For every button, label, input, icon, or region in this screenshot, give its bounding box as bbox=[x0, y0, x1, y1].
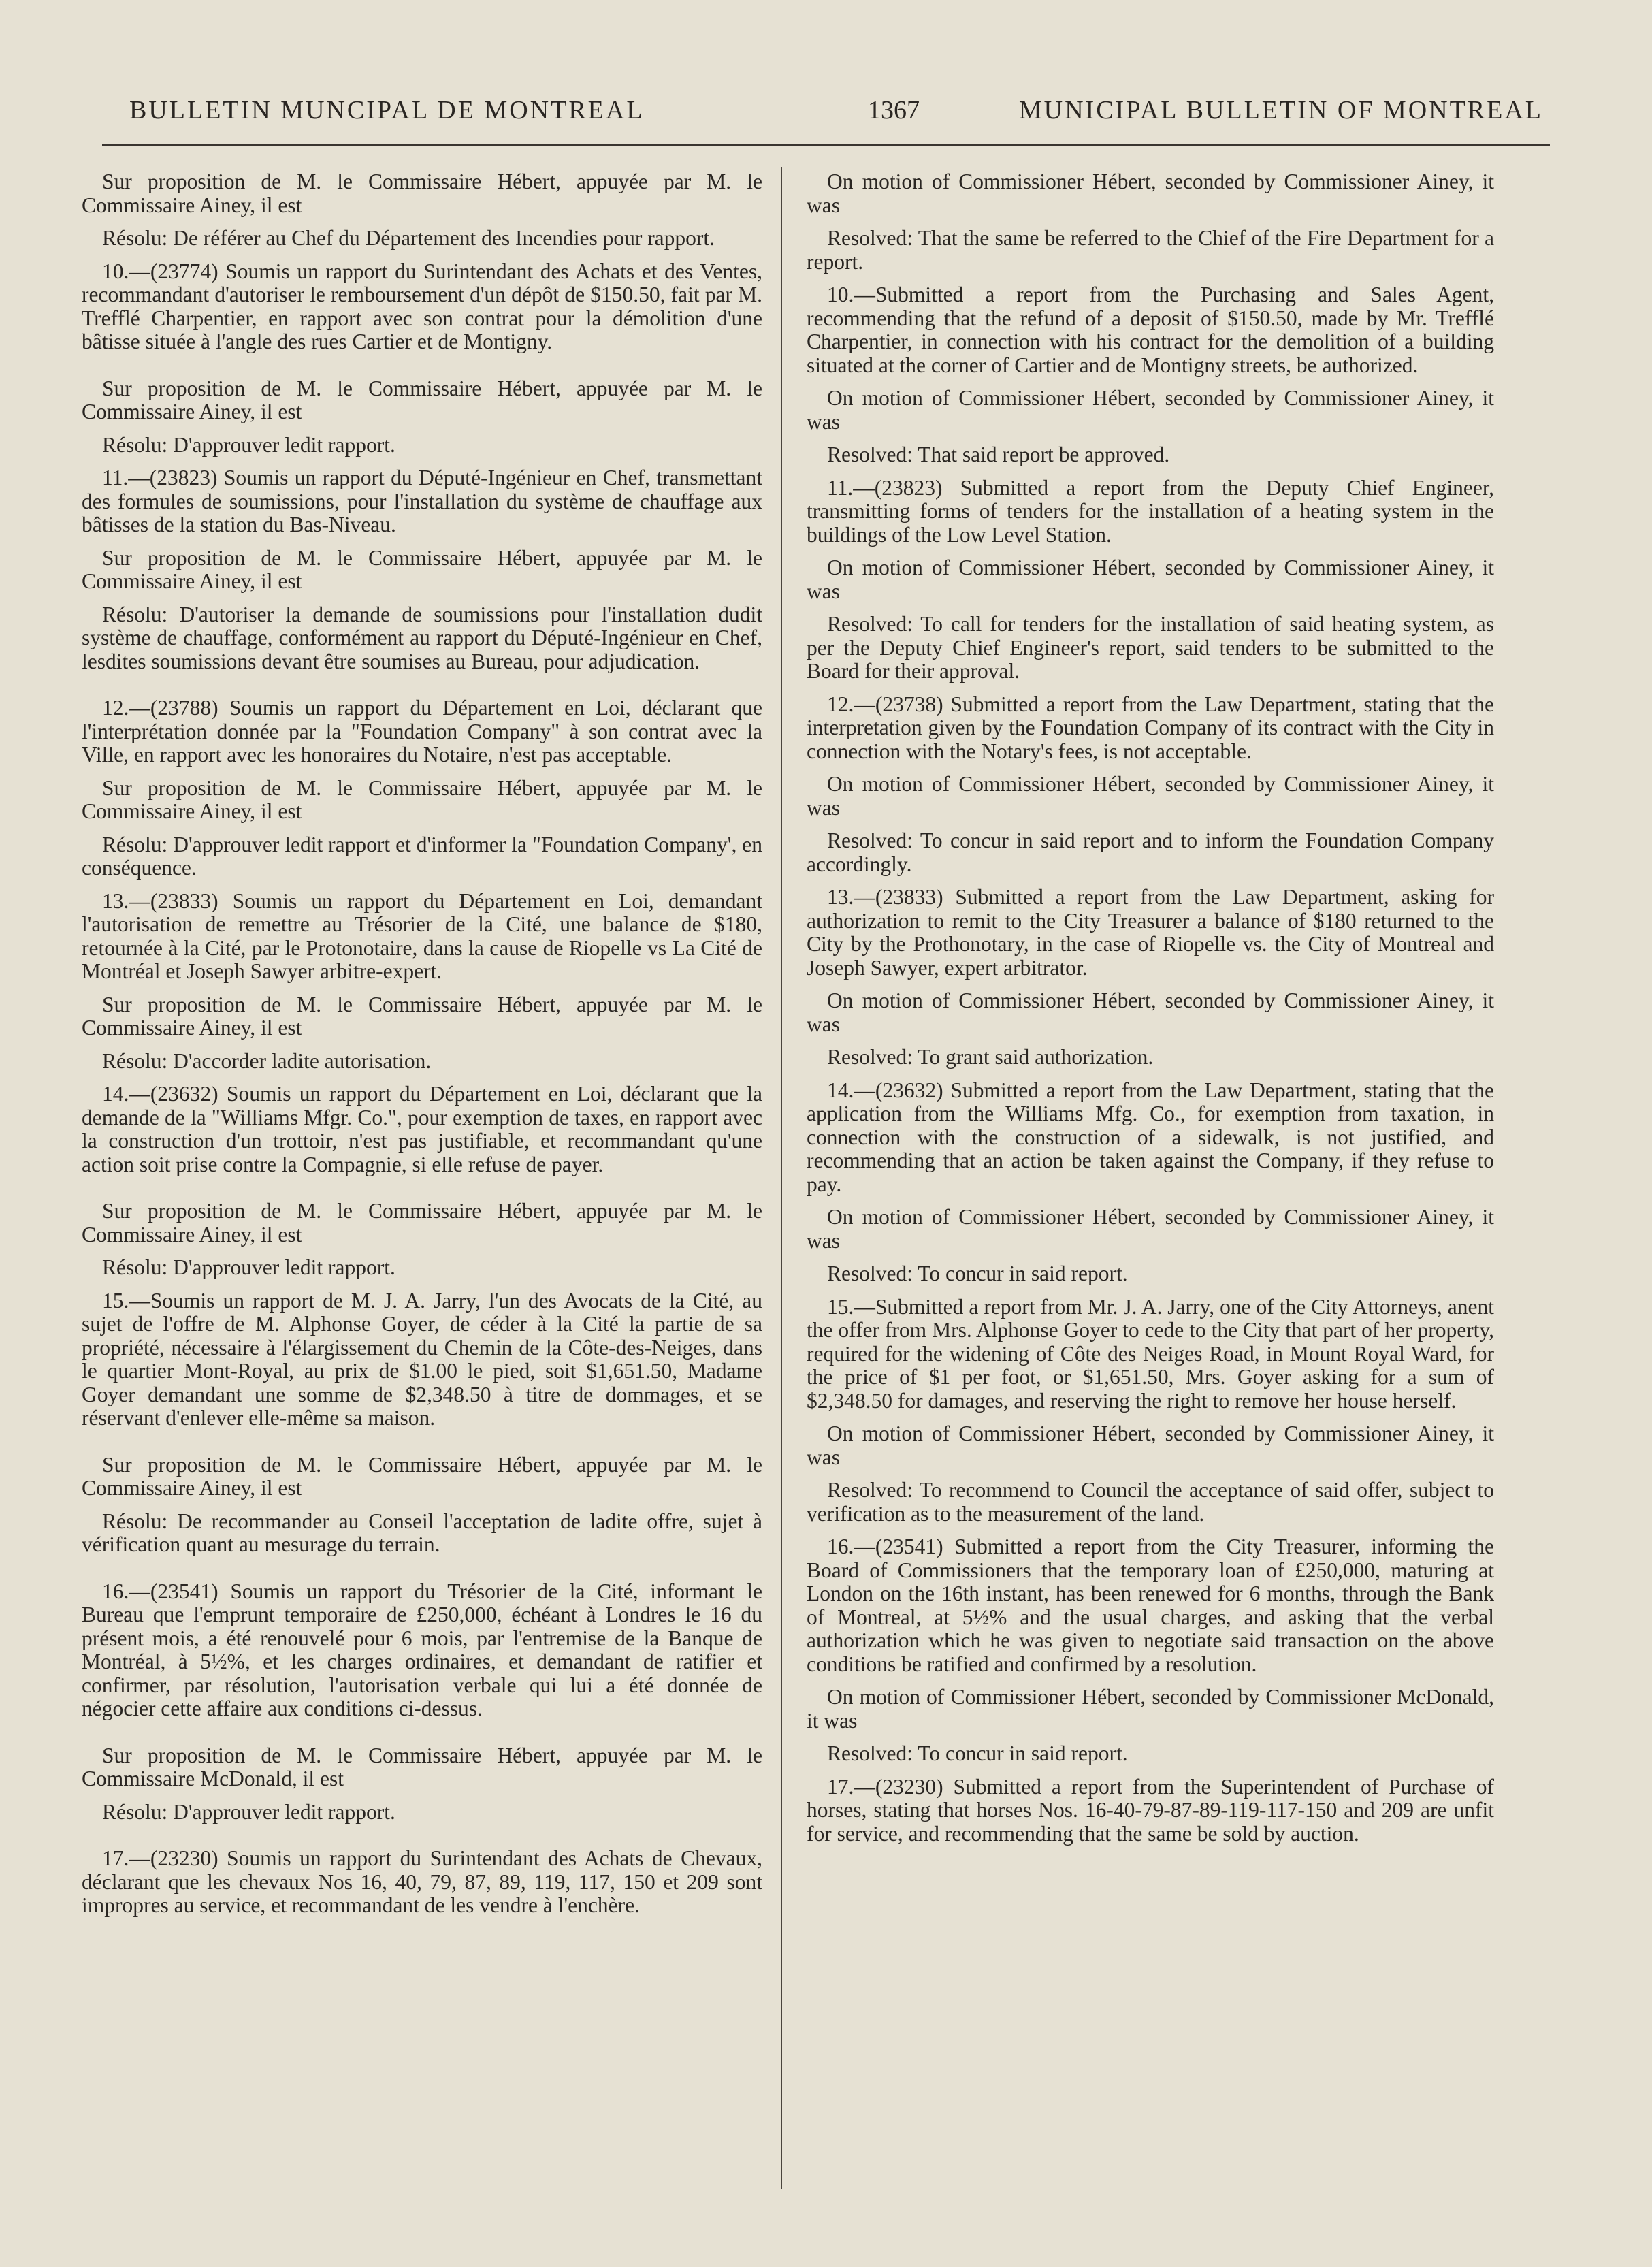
paragraph: 15.—Soumis un rapport de M. J. A. Jarry, l'un des Avocats de la Cité, au sujet de l'offre de M. Alphonse Goyer, de céder à la Cité la partie de sa propriété, nécessaire à l'élargissement du Chemin de la Côte-des-Neiges, dans le quartier Mont-Royal, au prix de $1.00 le pied, soit $1,651.50, Madame Goyer demandant une somme de $2,348.50 à titre de dommages, et se réservant d'enlever elle-même sa maison. bbox=[82, 1288, 762, 1430]
paragraph: Résolu: D'approuver ledit rapport. bbox=[102, 432, 395, 457]
english-column bbox=[807, 170, 1494, 1855]
paragraph: Résolu: D'accorder ladite autorisation. bbox=[102, 1048, 432, 1073]
paragraph: Sur proposition de M. le Commissaire Hébert, appuyée par M. le Commissaire Ainey, il est bbox=[82, 1452, 762, 1500]
paragraph: Resolved: To concur in said report. bbox=[827, 1741, 1128, 1765]
paragraph: 14.—(23632) Submitted a report from the Law Department, stating that the application from the Williams Mfg. Co., for exemption from taxation, in connection with the construction of a sidewalk, is not justified, and recommending that an action be taken against the Company, if they refuse to pay. bbox=[807, 1078, 1494, 1196]
paragraph: Resolved: To concur in said report and to inform the Foundation Company accordingly. bbox=[807, 829, 1494, 876]
paragraph: On motion of Commissioner Hébert, seconded by Commissioner Ainey, it was bbox=[807, 988, 1494, 1036]
page-number: 1367 bbox=[868, 96, 920, 125]
paragraph: 12.—(23738) Submitted a report from the Law Department, stating that the interpretation given by the Foundation Company of its contract with the City in connection with the Notary's fees, is not acceptable. bbox=[807, 692, 1494, 763]
paragraph: 12.—(23788) Soumis un rapport du Département en Loi, déclarant que l'interprétation donnée par la "Foundation Company" à son contrat avec la Ville, en rapport avec les honoraires du Notaire, n'est pas acceptable. bbox=[82, 696, 762, 767]
paragraph: Résolu: D'approuver ledit rapport. bbox=[102, 1799, 395, 1824]
paragraph: Résolu: D'autoriser la demande de soumissions pour l'installation dudit système de chauffage, conformément au rapport du Député-Ingénieur en Chef, lesdites soumissions devant être soumises au Bureau, pour adjudication. bbox=[82, 602, 762, 673]
header-rule bbox=[102, 144, 1550, 146]
paragraph: On motion of Commissioner Hébert, seconded by Commissioner Ainey, it was bbox=[807, 556, 1494, 603]
paragraph: 14.—(23632) Soumis un rapport du Département en Loi, déclarant que la demande de la "Williams Mfgr. Co.", pour exemption de taxes, en rapport avec la construction d'un trottoir, n'est pas justifiable, et recommandant qu'une action soit prise contre la Compagnie, si elle refuse de payer. bbox=[82, 1082, 762, 1176]
paragraph: On motion of Commissioner Hébert, seconded by Commissioner Ainey, it was bbox=[807, 772, 1494, 820]
paragraph: 17.—(23230) Soumis un rapport du Surintendant des Achats de Chevaux, déclarant que les chevaux Nos 16, 40, 79, 87, 89, 119, 117, 150 et 209 sont impropres au service, et recommandant de les vendre à l'enchère. bbox=[82, 1846, 762, 1917]
column-divider bbox=[781, 167, 782, 2189]
paragraph: Sur proposition de M. le Commissaire Hébert, appuyée par M. le Commissaire McDonald, il est bbox=[82, 1743, 762, 1790]
paragraph: Sur proposition de M. le Commissaire Hébert, appuyée par M. le Commissaire Ainey, il est bbox=[82, 376, 762, 423]
paragraph: Resolved: That the same be referred to the Chief of the Fire Department for a report. bbox=[807, 226, 1494, 274]
paragraph: 11.—(23823) Soumis un rapport du Député-Ingénieur en Chef, transmettant des formules de soumissions, pour l'installation du système de chauffage aux bâtisses de la station du Bas-Niveau. bbox=[82, 466, 762, 536]
paragraph: 10.—Submitted a report from the Purchasing and Sales Agent, recommending that the refund of a deposit of $150.50, made by Mr. Trefflé Charpentier, in connection with his contract for the demolition of a building situated at the corner of Cartier and de Montigny streets, be authorized. bbox=[807, 283, 1494, 377]
paragraph: 10.—(23774) Soumis un rapport du Surintendant des Achats et des Ventes, recommandant d'autoriser le remboursement d'un dépôt de $150.50, fait par M. Trefflé Charpentier, en rapport avec son contrat pour la démolition d'une bâtisse située à l'angle des rues Cartier et de Montigny. bbox=[82, 259, 762, 353]
paragraph: Résolu: De recommander au Conseil l'acceptation de ladite offre, sujet à vérification quant au mesurage du terrain. bbox=[82, 1509, 762, 1556]
paragraph: Resolved: To concur in said report. bbox=[827, 1261, 1128, 1285]
paragraph: Résolu: De référer au Chef du Département des Incendies pour rapport. bbox=[102, 226, 715, 250]
paragraph: Résolu: D'approuver ledit rapport et d'informer la "Foundation Company', en conséquence. bbox=[82, 832, 762, 880]
paragraph: 17.—(23230) Submitted a report from the Superintendent of Purchase of horses, stating that horses Nos. 16-40-79-87-89-119-117-150 and 209 are unfit for service, and recommending that the same be sold by auction. bbox=[807, 1774, 1494, 1846]
paragraph: On motion of Commissioner Hébert, seconded by Commissioner Ainey, it was bbox=[807, 1421, 1494, 1469]
paragraph: Sur proposition de M. le Commissaire Hébert, appuyée par M. le Commissaire Ainey, il est bbox=[82, 170, 762, 217]
paragraph: On motion of Commissioner Hébert, seconded by Commissioner Ainey, it was bbox=[807, 170, 1494, 217]
paragraph: Résolu: D'approuver ledit rapport. bbox=[102, 1255, 395, 1279]
paragraph: Sur proposition de M. le Commissaire Hébert, appuyée par M. le Commissaire Ainey, il est bbox=[82, 545, 762, 593]
paragraph: Resolved: To call for tenders for the installation of said heating system, as per the Deputy Chief Engineer's report, said tenders to be submitted to the Board for their approval. bbox=[807, 612, 1494, 683]
paragraph: 16.—(23541) Submitted a report from the City Treasurer, informing the Board of Commissioners that the temporary loan of £250,000, maturing at London on the 16th instant, has been renewed for 6 months, through the Bank of Montreal, at 5½% and the usual charges, and asking that the verbal authorization which he was given to negotiate said transaction on the above conditions be ratified and confirmed by a resolution. bbox=[807, 1534, 1494, 1676]
header-english-title: MUNICIPAL BULLETIN OF MONTREAL bbox=[1018, 96, 1543, 125]
paragraph: 16.—(23541) Soumis un rapport du Trésorier de la Cité, informant le Bureau que l'emprunt temporaire de £250,000, échéant à Londres le 16 du présent mois, a été renouvelé pour 6 mois, par l'entremise de la Banque de Montréal, à 5½%, et les charges ordinaires, et demandant de ratifier et confirmer, par résolution, l'autorisation verbale qui lui a été donnée de négocier cette affaire aux conditions ci-dessus. bbox=[82, 1579, 762, 1720]
paragraph: Resolved: To grant said authorization. bbox=[827, 1045, 1154, 1069]
paragraph: Sur proposition de M. le Commissaire Hébert, appuyée par M. le Commissaire Ainey, il est bbox=[82, 775, 762, 823]
french-column bbox=[82, 170, 762, 1927]
paragraph: Sur proposition de M. le Commissaire Hébert, appuyée par M. le Commissaire Ainey, il est bbox=[82, 992, 762, 1040]
paragraph: On motion of Commissioner Hébert, seconded by Commissioner Ainey, it was bbox=[807, 1205, 1494, 1253]
paragraph: Resolved: That said report be approved. bbox=[827, 443, 1170, 466]
page-header bbox=[102, 95, 1550, 136]
header-french-title: BULLETIN MUNCIPAL DE MONTREAL bbox=[129, 96, 645, 125]
paragraph: Resolved: To recommend to Council the acceptance of said offer, subject to verification as to the measurement of the land. bbox=[807, 1478, 1494, 1526]
paragraph: 13.—(23833) Soumis un rapport du Département en Loi, demandant l'autorisation de remettre au Trésorier de la Cité, une balance de $180, retournée à la Cité, par le Protonotaire, dans la cause de Riopelle vs La Cité de Montréal et Joseph Sawyer arbitre-expert. bbox=[82, 888, 762, 983]
paragraph: Sur proposition de M. le Commissaire Hébert, appuyée par M. le Commissaire Ainey, il est bbox=[82, 1199, 762, 1247]
paragraph: On motion of Commissioner Hébert, seconded by Commissioner McDonald, it was bbox=[807, 1685, 1494, 1733]
paragraph: 15.—Submitted a report from Mr. J. A. Jarry, one of the City Attorneys, anent the offer from Mrs. Alphonse Goyer to cede to the City that part of her property, required for the widening of Côte des Neiges Road, in Mount Royal Ward, for the price of $1 per foot, or $1,651.50, Mrs. Goyer asking for a sum of $2,348.50 for damages, and reserving the right to remove her house herself. bbox=[807, 1294, 1494, 1413]
paragraph: 11.—(23823) Submitted a report from the Deputy Chief Engineer, transmitting forms of tenders for the installation of a heating system in the buildings of the Low Level Station. bbox=[807, 475, 1494, 547]
paragraph: On motion of Commissioner Hébert, seconded by Commissioner Ainey, it was bbox=[807, 386, 1494, 434]
paragraph: 13.—(23833) Submitted a report from the Law Department, asking for authorization to remit to the City Treasurer a balance of $180 returned to the City by the Prothonotary, in the case of Riopelle vs. the City of Montreal and Joseph Sawyer, expert arbitrator. bbox=[807, 885, 1494, 980]
